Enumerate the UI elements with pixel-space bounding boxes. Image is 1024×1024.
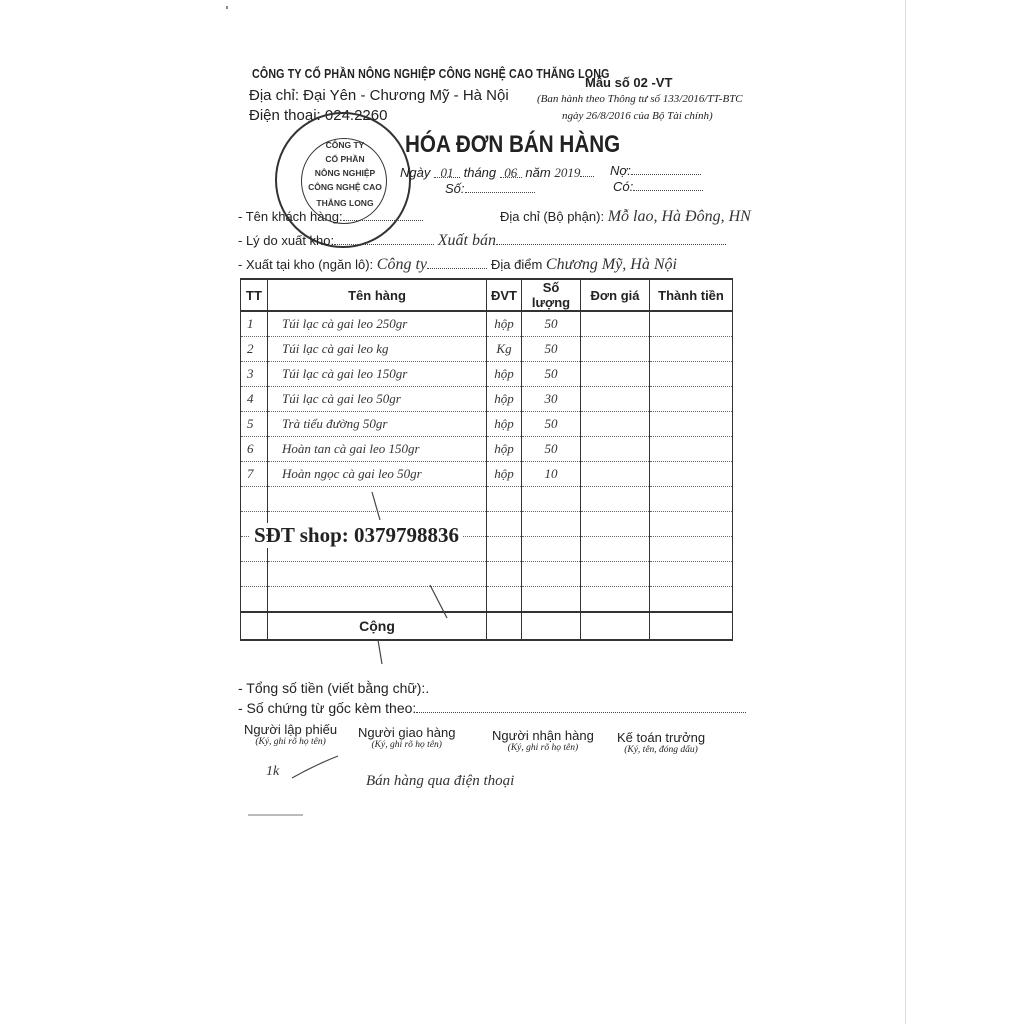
invoice-title: HÓA ĐƠN BÁN HÀNG (405, 131, 621, 158)
scan-speck (248, 814, 303, 816)
preparer-signature: 1k (266, 764, 280, 779)
invoice-date: Ngày 01 tháng 06 năm 2019 (400, 164, 594, 181)
table-row: 1 Túi lạc cà gai leo 250gr hộp 50 (241, 311, 733, 337)
signature-preparer: Người lập phiếu (Ký, ghi rõ họ tên) (244, 722, 338, 747)
col-header: TT (241, 279, 268, 311)
number-label: Số: (445, 180, 535, 196)
company-phone: Điện thoại: 024.2260 (249, 107, 388, 124)
shop-phone: SĐT shop: 0379798836 (250, 523, 463, 548)
stamp-line: CÔNG NGHỆ CAO (308, 182, 382, 192)
col-header: ĐVT (487, 279, 522, 311)
table-row: 3 Túi lạc cà gai leo 150gr hộp 50 (241, 362, 733, 387)
col-header: Đơn giá (581, 279, 650, 311)
table-row: 7 Hoàn ngọc cà gai leo 50gr hộp 10 (241, 462, 733, 487)
col-header: Số lượng (522, 279, 581, 311)
signature-receiver: Người nhận hàng (Ký, ghi rõ họ tên) (492, 728, 594, 753)
col-header: Tên hàng (268, 279, 487, 311)
circular-reference: (Ban hành theo Thông tư số 133/2016/TT-BTC (537, 93, 743, 105)
table-row: 2 Túi lạc cà gai leo kg Kg 50 (241, 337, 733, 362)
reason-field: - Lý do xuất kho: Xuất bán (238, 232, 726, 250)
stamp-line: CỔ PHẦN (325, 154, 365, 164)
form-number: Mẫu số 02 -VT (585, 75, 673, 90)
company-name: CÔNG TY CỔ PHẦN NÔNG NGHIỆP CÔNG NGHỆ CAO THĂNG LONG (252, 66, 610, 81)
department-field: Địa chỉ (Bộ phận): Mỗ lao, Hà Đông, HN (500, 208, 751, 225)
stamp-line: NÔNG NGHIỆP (314, 168, 376, 178)
table-total-row: Cộng (241, 612, 733, 640)
stamp-line: THĂNG LONG (316, 198, 374, 208)
col-header: Thành tiền (650, 279, 733, 311)
location-field: Địa điểm Chương Mỹ, Hà Nội (491, 256, 677, 273)
customer-field: - Tên khách hàng: (238, 208, 423, 224)
credit-label: Có: (613, 178, 703, 194)
table-row: 6 Hoàn tan cà gai leo 150gr hộp 50 (241, 437, 733, 462)
attached-docs: - Số chứng từ gốc kèm theo: (238, 700, 746, 716)
table-row: 5 Trà tiểu đường 50gr hộp 50 (241, 412, 733, 437)
company-address: Địa chỉ: Đại Yên - Chương Mỹ - Hà Nội (249, 87, 509, 104)
signature-accountant: Kế toán trưởng (Ký, tên, đóng dấu) (617, 730, 706, 755)
circular-date: ngày 26/8/2016 của Bộ Tài chính) (562, 110, 713, 122)
scan-edge (905, 0, 906, 1024)
stamp-line: CÔNG TY (325, 140, 365, 150)
warehouse-field: - Xuất tại kho (ngăn lô): Công ty (238, 256, 487, 274)
table-row: 4 Túi lạc cà gai leo 50gr hộp 30 (241, 387, 733, 412)
debit-label: Nợ: (610, 162, 701, 178)
signature-deliverer: Người giao hàng (Ký, ghi rõ họ tên) (358, 725, 456, 750)
handwritten-note: Bán hàng qua điện thoại (366, 773, 515, 789)
total-in-words: - Tổng số tiền (viết bằng chữ):. (238, 680, 430, 696)
scan-speck (226, 6, 228, 9)
